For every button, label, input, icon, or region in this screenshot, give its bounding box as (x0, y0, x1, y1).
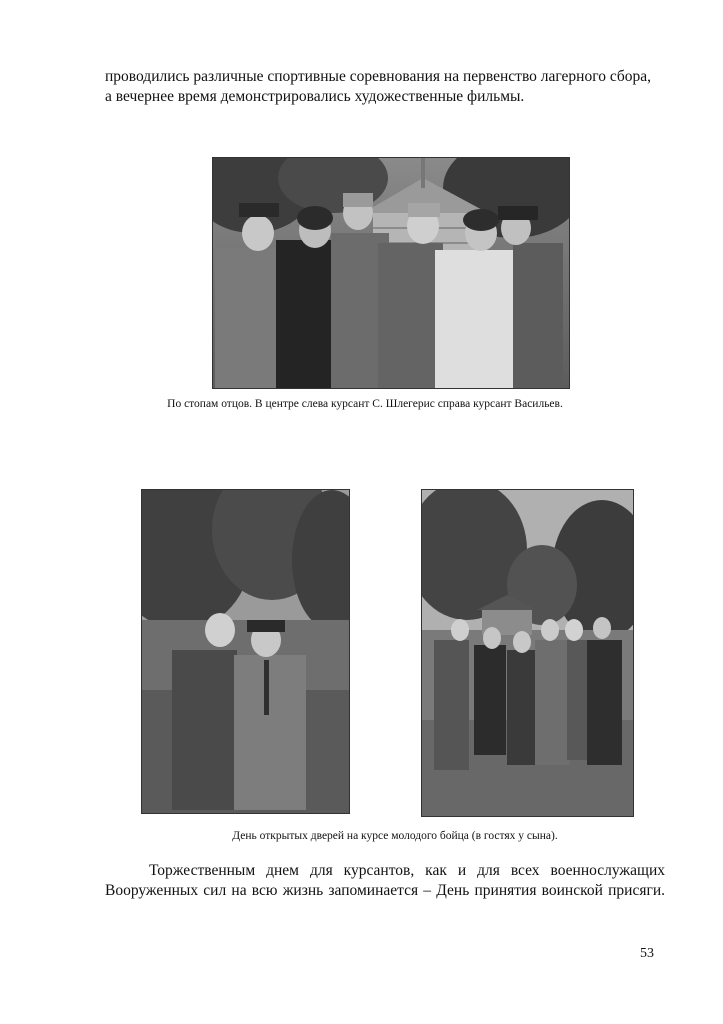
paragraph-bottom-line-1: Торжественным днем для курсантов, как и для всех военнослужащих (149, 862, 665, 879)
paragraph-top (105, 67, 665, 107)
paragraph-top-line-1: проводились различные спортивные соревнования на первенство лагерного сбора, (105, 68, 652, 85)
group-photo-image (213, 158, 569, 388)
caption-open-day-photos: День открытых дверей на курсе молодого бойца (в гостях у сына). (232, 830, 558, 842)
paragraph-bottom-line-2: Вооруженных сил на всю жизнь запоминается – День принятия воинской присяги. (105, 882, 665, 899)
group-photo (212, 157, 570, 389)
caption-group-photo: По стопам отцов. В центре слева курсант С. Шлегерис справа курсант Васильев. (167, 398, 563, 410)
two-soldiers-photo (141, 489, 350, 814)
two-soldiers-photo-image (142, 490, 349, 813)
group-field-photo (421, 489, 634, 817)
group-field-photo-image (422, 490, 633, 816)
page-number: 53 (640, 946, 654, 961)
paragraph-top-line-2: а вечернее время демонстрировались художественные фильмы. (105, 88, 525, 105)
paragraph-bottom (105, 861, 665, 901)
